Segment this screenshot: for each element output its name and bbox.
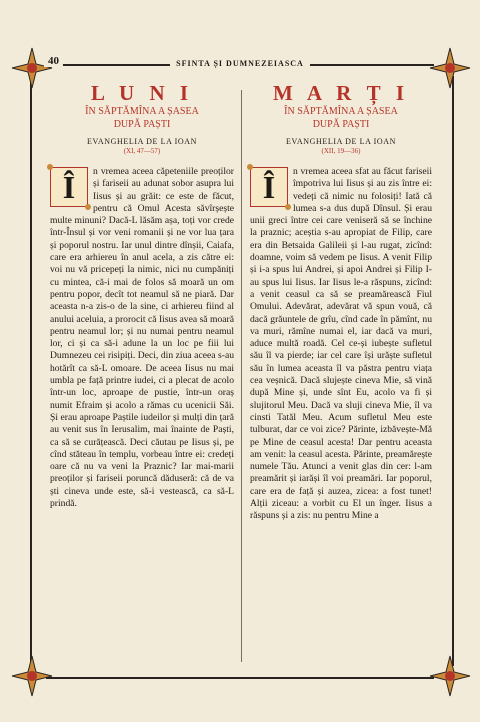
drop-cap-ornament-icon	[285, 204, 291, 210]
gospel-text	[50, 166, 234, 510]
day-title: M A R Ț I	[272, 81, 409, 105]
week-subtitle-2: DUPĂ PAȘTI	[113, 119, 171, 130]
gospel-text	[250, 166, 432, 523]
page-number: 40	[44, 55, 63, 67]
drop-cap	[250, 167, 288, 207]
page-header	[40, 56, 440, 70]
gospel-reference: (XII, 19—36)	[321, 147, 361, 155]
frame-bottom-rule	[46, 677, 434, 679]
drop-cap-ornament-icon	[85, 204, 91, 210]
gospel-title: EVANGHELIA DE LA IOAN	[87, 137, 197, 146]
drop-cap-letter: Î	[62, 169, 76, 205]
frame-right-rule	[452, 76, 454, 666]
right-column	[250, 82, 432, 523]
week-subtitle: ÎN SĂPTĂMÎNA A ȘASEA	[284, 106, 398, 117]
drop-cap	[50, 167, 88, 207]
week-subtitle: ÎN SĂPTĂMÎNA A ȘASEA	[85, 106, 199, 117]
column-divider	[241, 90, 242, 662]
running-head: SFINTA ȘI DUMNEZEIASCA	[170, 59, 310, 68]
gospel-title: EVANGHELIA DE LA IOAN	[286, 137, 396, 146]
left-column	[50, 82, 234, 510]
corner-ornament-icon	[428, 654, 472, 698]
gospel-reference: (XI, 47—57)	[123, 147, 161, 155]
gospel-paragraph: n vremea aceea căpeteniile preoților și fariseii au adunat sobor asupra lui Iisus și au grăit: ce este de făcut, pentru că Omul Acesta săvîrșește multe minuni? Dacă-L lăsăm așa, toți vor crede într-Însul și vor veni romanii și ne vor lua țara și poporul nostru. Iar unul dintre dînșii, Caiafa, care era arhiereu în anul acela, a zis către ei: voi nu vă pricepeți la nimic, nici nu cumpăniți cu mintea, că-i mai de folos să moară un om pentru popor, decît tot neamul să ne piară. Dar aceasta n-a zis-o de la sine, ci arhiereu fiind al anului aceluia, a prorocit că Iisus avea să moară pentru neamul lor; și nu numai pentru neamul lor, ci și ca să-i adune la un loc pe fiii lui Dumnezeu cei risipiți. Deci, din ziua aceea s-au hotărît ca să-L omoare. De aceea Iisus nu mai umbla pe față printre iudei, ci a plecat de acolo într-un loc, aproape de pustie, într-un oraș numit Efraim și acolo a rămas cu ucenicii Săi. Și erau aproape Paștile iudeilor și mulți din țară au venit sus în Ierusalim, mai înainte de Paști, ca să se curățească. Deci căutau pe Iisus și, pe cînd stăteau în templu, vorbeau între ei: credeți oare că nu va veni la Praznic? Iar mai-marii preoților și fariseii poruncă dăduseră: că de va ști cineva unde este, să-i vestească, ca să-L prindă.	[50, 166, 234, 510]
corner-ornament-icon	[10, 654, 54, 698]
week-subtitle-2: DUPĂ PAȘTI	[312, 119, 370, 130]
frame-left-rule	[30, 76, 32, 666]
gospel-paragraph: n vremea aceea sfat au făcut fariseii împotriva lui Iisus și au zis între ei: vedeți că nimic nu folosiți! Iată că lumea s-a dus după Dînsul. Și erau unii greci între cei care veniseră să se închine la praznic; aceștia s-au apropiat de Filip, care era din Betsaida Galileii și l-au rugat, zicînd: doamne, voim să vedem pe Iisus. A venit Filip și i-a spus lui Andrei, și apoi Andrei și Filip I-au spus lui Iisus. Iar Iisus le-a răspuns, zicînd: a venit ceasul ca să se preamărească Fiul Omului. Adevărat, adevărat vă spun vouă, că dacă grăuntele de grîu, cînd cade în pămînt, nu va muri, rămîne numai el, iar dacă va muri, aduce multă roadă. Cel ce-și iubește sufletul său îl va pierde; iar cel care își urăște sufletul său în lumea aceasta îl va păstra pentru viața cea veșnică. Dacă slujește cineva Mie, să vină după Mine și, unde sînt Eu, acolo va fi și slujitorul Meu. Dacă va sluji cineva Mie, îl va cinsti Tatăl Meu. Acum sufletul Meu este tulburat, dar ce voi zice? Părinte, izbăvește-Mă pe Mine de ceasul acesta! Dar pentru aceasta am venit: la ceasul acesta. Părinte, preamărește numele Tău. Atunci a venit glas din cer: l-am preamărit și iarăși îl voi preamări. Iar poporul, care era de față și auzea, zicea: a fost tunet! Alții ziceau: a vorbit cu El un înger. Iisus a răspuns și a zis: nu pentru Mine a	[250, 166, 432, 522]
day-title: L U N I	[90, 81, 194, 105]
drop-cap-letter: Î	[262, 169, 276, 205]
